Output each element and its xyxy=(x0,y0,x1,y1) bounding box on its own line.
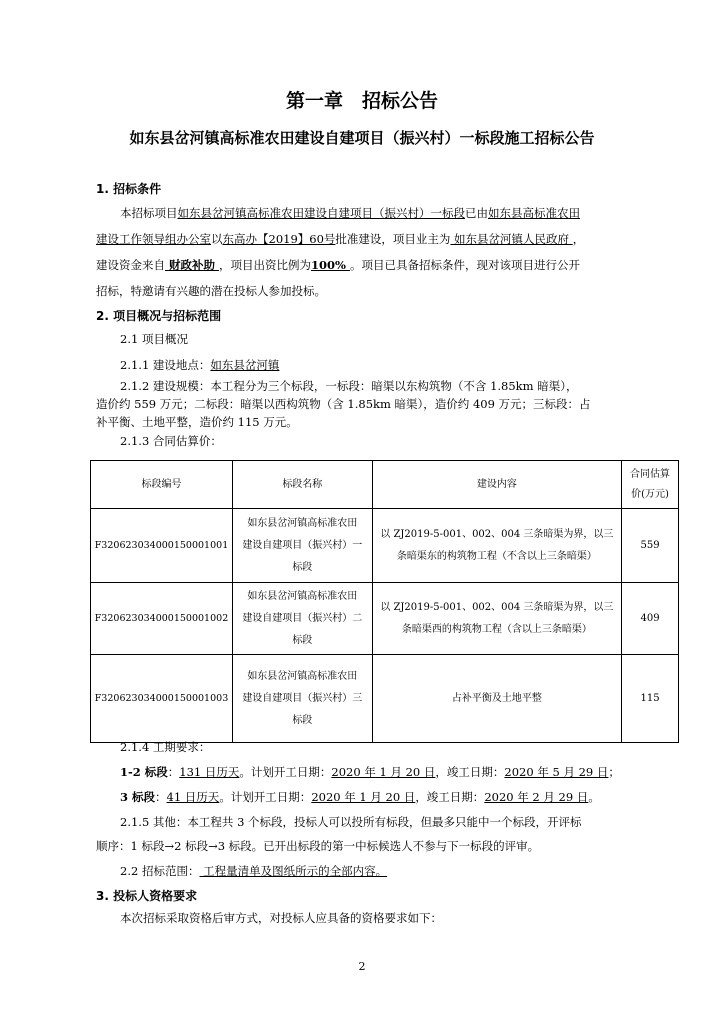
section-1-heading: 1. 招标条件 xyxy=(96,182,162,196)
section-price: 559 xyxy=(622,509,679,583)
text: ，竣工日期： xyxy=(435,765,505,779)
section-1-line-1 xyxy=(120,201,580,225)
text: ， xyxy=(572,232,585,246)
name-line: 标段 xyxy=(292,714,313,726)
table-row xyxy=(91,655,679,743)
section-2-1-5-line-2: 顺序：1 标段→2 标段→3 标段。已开出标段的第一中标候选人不参与下一标段的评审。 xyxy=(96,839,540,853)
schedule-row-1 xyxy=(120,760,620,784)
name-line: 标段 xyxy=(292,634,313,646)
section-2-1-4: 2.1.4 工期要求： xyxy=(120,740,211,754)
header-price xyxy=(622,461,679,509)
project-owner: 如东县岔河镇人民政府 xyxy=(450,232,573,246)
header-price-line-1: 合同估算 xyxy=(630,468,671,480)
text: 2.2 招标范围： xyxy=(120,864,200,878)
announcement-subtitle: 如东县岔河镇高标准农田建设自建项目（振兴村）一标段施工招标公告 xyxy=(129,129,595,147)
text: 。计划开工日期： xyxy=(239,765,332,779)
content-line: 以 ZJ2019-5-001、002、004 三条暗渠为界，以三 xyxy=(380,601,614,613)
text: ，竣工日期： xyxy=(415,790,485,804)
schedule-label: 1-2 标段 xyxy=(120,765,168,779)
section-code: F320623034000150001003 xyxy=(91,655,233,743)
duration: 41 日历天 xyxy=(166,790,220,804)
text: ，项目出资比例为 xyxy=(219,258,312,272)
section-2-heading: 2. 项目概况与招标范围 xyxy=(96,309,222,323)
section-2-1-2-line-1: 2.1.2 建设规模：本工程分为三个标段，一标段：暗渠以东构筑物（不含 1.85km 暗渠）， xyxy=(120,379,578,393)
section-2-1-5-line-1: 2.1.5 其他：本工程共 3 个标段，投标人可以投所有标段，但最多只能中一个标段，开评标 xyxy=(120,815,582,829)
start-date: 2020 年 1 月 20 日 xyxy=(331,765,436,779)
name-line: 如东县岔河镇高标准农田 xyxy=(247,590,358,602)
section-1-line-2 xyxy=(96,227,584,251)
schedule-row-2 xyxy=(120,785,600,809)
page-number: 2 xyxy=(358,960,366,973)
text: 。 xyxy=(588,790,600,804)
bid-scope: 工程量清单及图纸所示的全部内容。 xyxy=(199,864,388,878)
start-date: 2020 年 1 月 20 日 xyxy=(311,790,416,804)
approval-number: 东高办【2019】60号 xyxy=(222,232,336,246)
duration: 131 日历天 xyxy=(179,765,240,779)
section-2-1-1 xyxy=(120,353,279,377)
text: ： xyxy=(167,765,180,779)
approver-cont: 建设工作领导组办公室 xyxy=(96,232,211,246)
section-name xyxy=(232,509,372,583)
funding-source: 财政补助 xyxy=(165,258,220,272)
name-line: 标段 xyxy=(292,561,313,573)
header-content: 建设内容 xyxy=(372,461,621,509)
header-price-line-2: 价(万元) xyxy=(631,488,669,500)
content-line: 条暗渠西的构筑物工程（含以上三条暗渠） xyxy=(401,623,592,635)
section-2-1-3: 2.1.3 合同估算价： xyxy=(120,434,222,448)
chapter-title: 第一章 招标公告 xyxy=(285,90,438,112)
section-2-1-2-line-3: 补平衡、土地平整，造价约 115 万元。 xyxy=(96,415,298,429)
header-section-name: 标段名称 xyxy=(232,461,372,509)
section-name xyxy=(232,655,372,743)
section-code: F320623034000150001002 xyxy=(91,583,233,655)
construction-content: 占补平衡及土地平整 xyxy=(372,655,621,743)
construction-content xyxy=(372,583,621,655)
section-1-line-3 xyxy=(96,253,580,277)
table-header-row xyxy=(91,461,679,509)
construction-location: 如东县岔河镇 xyxy=(210,358,280,372)
end-date: 2020 年 2 月 29 日 xyxy=(484,790,589,804)
name-line: 建设自建项目（振兴村）二 xyxy=(242,612,363,624)
name-line: 如东县岔河镇高标准农田 xyxy=(247,517,358,529)
section-2-2 xyxy=(120,859,387,883)
text: 。计划开工日期： xyxy=(219,790,312,804)
text: 已由 xyxy=(465,206,488,220)
contract-price-table xyxy=(90,460,679,743)
construction-content xyxy=(372,509,621,583)
funding-ratio: 100% xyxy=(311,258,350,272)
name-line: 如东县岔河镇高标准农田 xyxy=(247,670,358,682)
header-section-code: 标段编号 xyxy=(91,461,233,509)
section-3-heading: 3. 投标人资格要求 xyxy=(96,889,198,903)
text: 。项目已具备招标条件，现对该项目进行公开 xyxy=(349,258,580,272)
name-line: 建设自建项目（振兴村）三 xyxy=(242,692,363,704)
text: ： xyxy=(155,790,167,804)
text: 建设资金来自 xyxy=(96,258,165,272)
name-line: 建设自建项目（振兴村）一 xyxy=(242,539,363,551)
project-name: 如东县岔河镇高标准农田建设自建项目（振兴村）一标段 xyxy=(177,206,465,220)
text: 本招标项目 xyxy=(120,206,178,220)
section-price: 409 xyxy=(622,583,679,655)
text: ； xyxy=(608,765,620,779)
approver: 如东县高标准农田 xyxy=(488,206,580,220)
text: 2.1.1 建设地点： xyxy=(120,358,211,372)
text: 以 xyxy=(211,232,223,246)
section-2-1: 2.1 项目概况 xyxy=(120,332,188,346)
section-price: 115 xyxy=(622,655,679,743)
end-date: 2020 年 5 月 29 日 xyxy=(504,765,609,779)
text: 批准建设，项目业主为 xyxy=(335,232,451,246)
schedule-label: 3 标段 xyxy=(120,790,156,804)
content-line: 以 ZJ2019-5-001、002、004 三条暗渠为界，以三 xyxy=(380,528,614,540)
section-name xyxy=(232,583,372,655)
section-code: F320623034000150001001 xyxy=(91,509,233,583)
section-3-line-1: 本次招标采取资格后审方式，对投标人应具备的资格要求如下： xyxy=(120,911,442,925)
table-row xyxy=(91,583,679,655)
table-row xyxy=(91,509,679,583)
section-2-1-2-line-2: 造价约 559 万元；二标段：暗渠以西构筑物（含 1.85km 暗渠），造价约 409 万元；三标段：占 xyxy=(96,397,591,411)
section-1-line-4: 招标，特邀请有兴趣的潜在投标人参加投标。 xyxy=(96,284,326,298)
content-line: 条暗渠东的构筑物工程（不含以上三条暗渠） xyxy=(396,550,597,562)
